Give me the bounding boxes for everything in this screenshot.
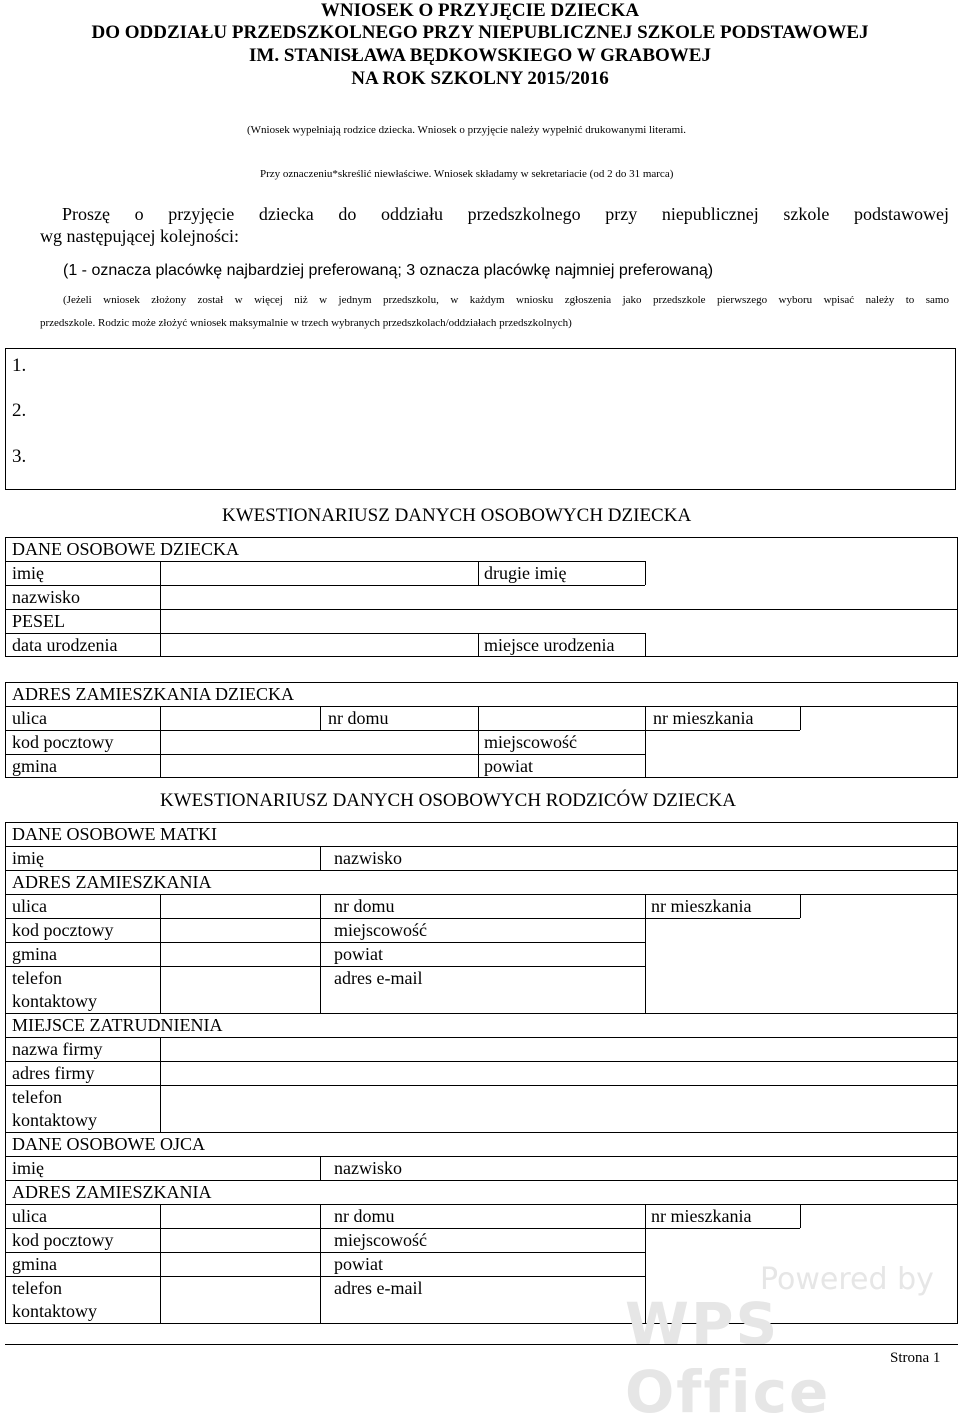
mother-flat-label: nr mieszkania xyxy=(651,896,752,916)
child-birth-place-field[interactable] xyxy=(647,635,955,656)
mother-city-label: miejscowość xyxy=(334,920,427,940)
mother-company-address-field[interactable] xyxy=(162,1063,955,1084)
child-street-label: ulica xyxy=(12,708,47,728)
child-birth-date-label: data urodzenia xyxy=(12,635,118,655)
father-street-field[interactable] xyxy=(162,1206,318,1227)
mother-work-phone-label-2: kontaktowy xyxy=(12,1110,97,1130)
mother-first-name-label: imię xyxy=(12,848,44,868)
choice-1-label: 1. xyxy=(12,355,27,376)
child-postcode-label: kod pocztowy xyxy=(12,732,114,752)
preschool-choice-box[interactable] xyxy=(5,348,956,490)
mother-postcode-field[interactable] xyxy=(162,920,318,941)
mother-company-address-label: adres firmy xyxy=(12,1063,95,1083)
child-postcode-field[interactable] xyxy=(162,732,476,753)
child-street-field[interactable] xyxy=(162,708,318,729)
mother-phone-label: telefon xyxy=(12,968,62,988)
father-street-label: ulica xyxy=(12,1206,47,1226)
form-title-line3: IM. STANISŁAWA BĘDKOWSKIEGO W GRABOWEJ xyxy=(249,45,711,66)
father-postcode-label: kod pocztowy xyxy=(12,1230,114,1250)
form-title-line4: NA ROK SZKOLNY 2015/2016 xyxy=(351,68,609,89)
mother-first-name-field[interactable] xyxy=(162,848,318,869)
preference-note: (1 - oznacza placówkę najbardziej preferowaną; 3 oznacza placówkę najmniej preferowaną) xyxy=(63,262,714,279)
mother-county-label: powiat xyxy=(334,944,383,964)
choice-2-label: 2. xyxy=(12,400,27,421)
father-email-label: adres e-mail xyxy=(334,1278,423,1298)
child-flat-label: nr mieszkania xyxy=(653,708,754,728)
mother-address-section-label: ADRES ZAMIESZKANIA xyxy=(12,872,212,892)
mother-commune-label: gmina xyxy=(12,944,57,964)
child-house-field[interactable] xyxy=(480,708,643,729)
mother-street-label: ulica xyxy=(12,896,47,916)
child-commune-label: gmina xyxy=(12,756,57,776)
watermark-brand: WPS Office xyxy=(625,1290,831,1426)
child-second-name-field[interactable] xyxy=(647,563,955,584)
mother-house-label: nr domu xyxy=(334,896,395,916)
father-commune-field[interactable] xyxy=(162,1254,318,1275)
child-first-name-field[interactable] xyxy=(162,563,476,584)
child-city-field[interactable] xyxy=(647,732,955,753)
instruction-note-2: Przy oznaczeniu*skreślić niewłaściwe. Wniosek składamy w sekretariacie (od 2 do 31 marca) xyxy=(260,168,674,180)
child-birth-date-field[interactable] xyxy=(162,635,476,656)
father-phone-field[interactable] xyxy=(162,1278,318,1323)
mother-flat-field[interactable] xyxy=(802,896,955,917)
child-city-label: miejscowość xyxy=(484,732,577,752)
choice-info-line1: (Jeżeli wniosek złożony został w więcej niż w jednym przedszkolu, w każdym wniosku zgłoszenia jako przedszkole pierwszego wyboru wpisać należy to samo xyxy=(63,294,949,306)
father-phone-label-2: kontaktowy xyxy=(12,1301,97,1321)
watermark-powered-by: Powered by xyxy=(760,1262,934,1297)
child-house-label: nr domu xyxy=(328,708,389,728)
child-birth-place-label: miejsce urodzenia xyxy=(484,635,615,655)
child-pesel-label: PESEL xyxy=(12,611,66,631)
father-flat-field[interactable] xyxy=(802,1206,955,1227)
mother-house-field[interactable] xyxy=(480,896,643,917)
child-surname-field[interactable] xyxy=(162,587,638,608)
page-number: Strona 1 xyxy=(890,1350,941,1366)
child-first-name-label: imię xyxy=(12,563,44,583)
father-section-label: DANE OSOBOWE OJCA xyxy=(12,1134,205,1154)
child-second-name-label: drugie imię xyxy=(484,563,567,583)
father-house-field[interactable] xyxy=(480,1206,643,1227)
father-surname-field[interactable] xyxy=(480,1158,955,1179)
request-text-line2: wg następującej kolejności: xyxy=(40,226,239,246)
child-county-field[interactable] xyxy=(647,756,955,777)
father-flat-label: nr mieszkania xyxy=(651,1206,752,1226)
mother-company-label: nazwa firmy xyxy=(12,1039,103,1059)
mother-surname-field[interactable] xyxy=(480,848,955,869)
child-address-section-label: ADRES ZAMIESZKANIA DZIECKA xyxy=(12,684,294,704)
father-county-label: powiat xyxy=(334,1254,383,1274)
mother-phone-field[interactable] xyxy=(162,968,318,1012)
request-text-line1: Proszę o przyjęcie dziecka do oddziału przedszkolnego przy niepublicznej szkole podstawowej xyxy=(62,204,949,224)
form-title-line2: DO ODDZIAŁU PRZEDSZKOLNEGO PRZY NIEPUBLICZNEJ SZKOLE PODSTAWOWEJ xyxy=(91,22,869,43)
mother-city-field[interactable] xyxy=(647,920,955,941)
child-pesel-field[interactable] xyxy=(162,611,638,632)
father-surname-label: nazwisko xyxy=(334,1158,402,1178)
mother-section-label: DANE OSOBOWE MATKI xyxy=(12,824,217,844)
mother-work-phone-label: telefon xyxy=(12,1087,62,1107)
father-postcode-field[interactable] xyxy=(162,1230,318,1251)
child-commune-field[interactable] xyxy=(162,756,476,777)
child-county-label: powiat xyxy=(484,756,533,776)
mother-company-field[interactable] xyxy=(162,1039,955,1060)
form-title: WNIOSEK O PRZYJĘCIE DZIECKA xyxy=(320,0,640,21)
mother-surname-label: nazwisko xyxy=(334,848,402,868)
father-address-section-label: ADRES ZAMIESZKANIA xyxy=(12,1182,212,1202)
parents-questionnaire-title: KWESTIONARIUSZ DANYCH OSOBOWYCH RODZICÓW DZIECKA xyxy=(160,790,736,811)
mother-postcode-label: kod pocztowy xyxy=(12,920,114,940)
child-section-label: DANE OSOBOWE DZIECKA xyxy=(12,539,239,559)
mother-work-phone-field[interactable] xyxy=(162,1087,955,1131)
mother-email-field[interactable] xyxy=(647,968,955,1012)
instruction-note-1: (Wniosek wypełniają rodzice dziecka. Wniosek o przyjęcie należy wypełnić drukowanymi literami. xyxy=(247,124,687,136)
father-city-label: miejscowość xyxy=(334,1230,427,1250)
mother-county-field[interactable] xyxy=(647,944,955,965)
child-flat-field[interactable] xyxy=(802,708,955,729)
father-first-name-field[interactable] xyxy=(162,1158,318,1179)
father-city-field[interactable] xyxy=(647,1230,955,1251)
father-house-label: nr domu xyxy=(334,1206,395,1226)
father-first-name-label: imię xyxy=(12,1158,44,1178)
child-surname-label: nazwisko xyxy=(12,587,80,607)
mother-phone-label-2: kontaktowy xyxy=(12,991,97,1011)
mother-commune-field[interactable] xyxy=(162,944,318,965)
choice-info-line2: przedszkole. Rodzic może złożyć wniosek maksymalnie w trzech wybranych przedszkolach/oddziałach przedszkolnych) xyxy=(40,317,572,329)
mother-email-label: adres e-mail xyxy=(334,968,423,988)
mother-street-field[interactable] xyxy=(162,896,318,917)
child-questionnaire-title: KWESTIONARIUSZ DANYCH OSOBOWYCH DZIECKA xyxy=(222,505,692,526)
father-commune-label: gmina xyxy=(12,1254,57,1274)
father-phone-label: telefon xyxy=(12,1278,62,1298)
choice-3-label: 3. xyxy=(12,446,27,467)
mother-work-section-label: MIEJSCE ZATRUDNIENIA xyxy=(12,1015,223,1035)
